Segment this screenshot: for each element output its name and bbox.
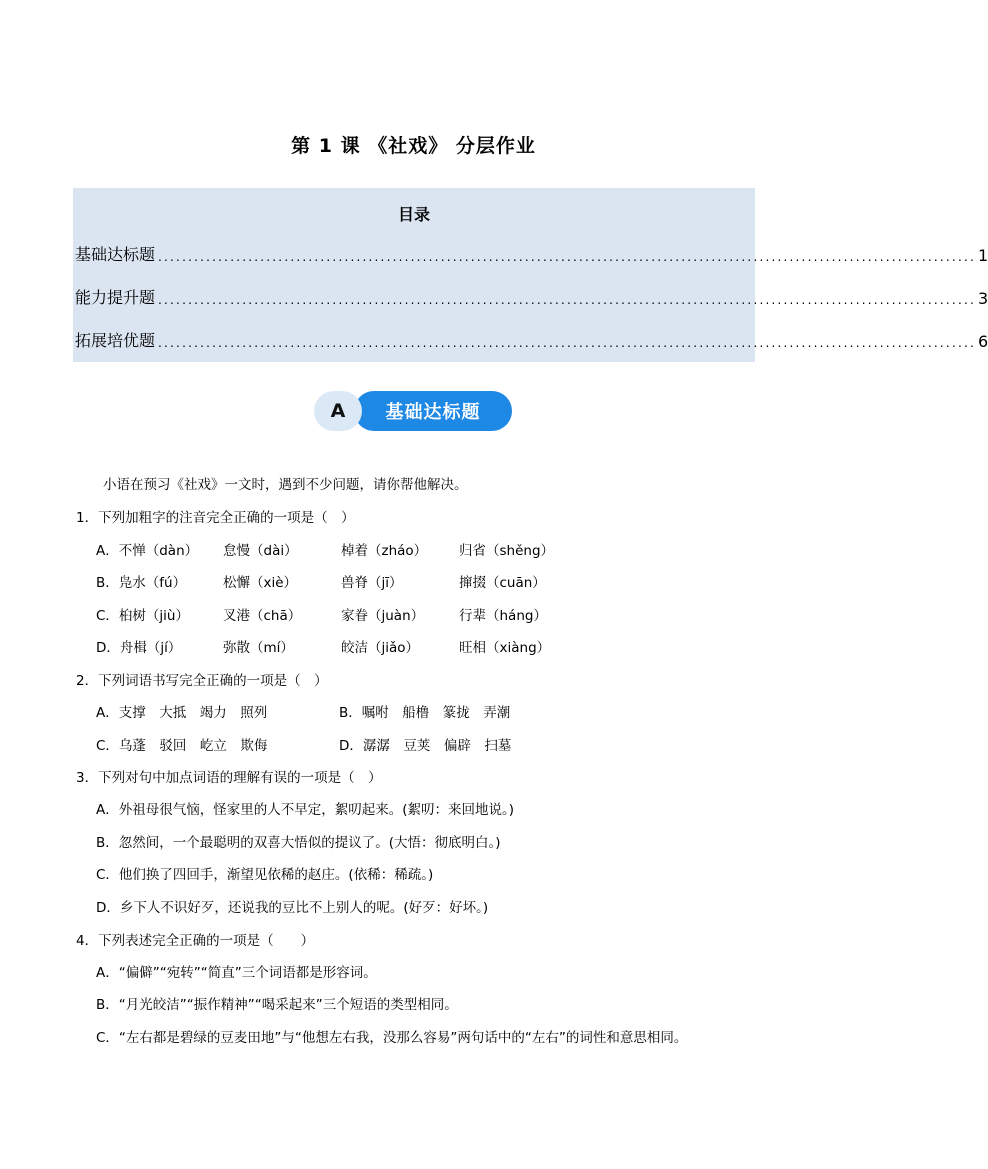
- q1-option: 皎洁（jiǎo）: [341, 640, 420, 656]
- toc-item[interactable]: [75, 286, 988, 308]
- section-badge: [314, 391, 512, 431]
- q3-option: A．外祖母很气恼，怪家里的人不早定，絮叨起来。(絮叨：来回地说。): [96, 802, 515, 818]
- q2-option: A．支撑 大抵 竭力 照列: [96, 705, 268, 721]
- q1-option: D．舟楫（jí）: [96, 640, 182, 656]
- page-title: 第 1 课 《社戏》 分层作业: [291, 135, 536, 157]
- toc-leader: ........................................................................................................................................: [158, 336, 976, 350]
- q1-option: 撺掇（cuān）: [459, 575, 546, 591]
- toc-item-label: 拓展培优题: [75, 331, 156, 350]
- q3-option: C．他们换了四回手，渐望见依稀的赵庄。(依稀：稀疏。): [96, 867, 434, 883]
- toc-item-page: 6: [977, 332, 988, 351]
- q1-option: B．凫水（fú）: [96, 575, 187, 591]
- q3-option: D．乡下人不识好歹，还说我的豆比不上别人的呢。(好歹：好坏。): [96, 900, 489, 916]
- toc-item[interactable]: [75, 243, 988, 265]
- intro-text: 小语在预习《社戏》一文时，遇到不少问题，请你帮他解决。: [103, 477, 468, 493]
- toc-leader: ........................................................................................................................................: [158, 293, 976, 307]
- q1-option: A．不惮（dàn）: [96, 543, 199, 559]
- toc-item-label: 能力提升题: [75, 288, 156, 307]
- q1-option: C．桕树（jiù）: [96, 608, 189, 624]
- question-4-stem: 4．下列表述完全正确的一项是（ ）: [76, 933, 315, 949]
- toc-item[interactable]: [75, 329, 988, 351]
- table-of-contents: [73, 188, 988, 362]
- toc-leader: ........................................................................................................................................: [158, 250, 976, 264]
- section-badge-letter: A: [314, 391, 362, 431]
- q4-option: C．“左右都是碧绿的豆麦田地”与“他想左右我，没那么容易”两句话中的“左右”的词性和意思相同。: [96, 1030, 688, 1046]
- q3-option: B．忽然间，一个最聪明的双喜大悟似的提议了。(大悟：彻底明白。): [96, 835, 501, 851]
- q1-option: 叉港（chā）: [223, 608, 302, 624]
- toc-item-page: 3: [977, 289, 988, 308]
- q1-option: 家眷（juàn）: [341, 608, 425, 624]
- toc-item-label: 基础达标题: [75, 245, 156, 264]
- toc-item-page: 1: [977, 246, 988, 265]
- section-badge-label: 基础达标题: [354, 391, 512, 431]
- q1-option: 行辈（háng）: [459, 608, 547, 624]
- q2-option: D．潺潺 豆荚 偏辟 扫墓: [339, 738, 512, 754]
- q1-option: 归省（shěng）: [459, 543, 555, 559]
- q1-option: 旺相（xiàng）: [459, 640, 551, 656]
- q4-option: A．“偏僻”“宛转”“简直”三个词语都是形容词。: [96, 965, 377, 981]
- question-2-stem: 2．下列词语书写完全正确的一项是（ ）: [76, 673, 328, 689]
- q1-option: 兽脊（jī）: [341, 575, 403, 591]
- q1-option: 松懈（xiè）: [223, 575, 298, 591]
- question-3-stem: 3．下列对句中加点词语的理解有误的一项是（ ）: [76, 770, 382, 786]
- q2-option: C．乌蓬 驳回 屹立 欺侮: [96, 738, 268, 754]
- q1-option: 棹着（zháo）: [341, 543, 428, 559]
- question-1-stem: 1．下列加粗字的注音完全正确的一项是（ ）: [76, 510, 355, 526]
- q1-option: 弥散（mí）: [223, 640, 294, 656]
- toc-heading: 目录: [397, 205, 430, 224]
- q4-option: B．“月光皎洁”“振作精神”“喝采起来”三个短语的类型相同。: [96, 997, 458, 1013]
- q1-option: 怠慢（dài）: [223, 543, 298, 559]
- q2-option: B．嘱咐 船橹 篆拢 弄潮: [339, 705, 511, 721]
